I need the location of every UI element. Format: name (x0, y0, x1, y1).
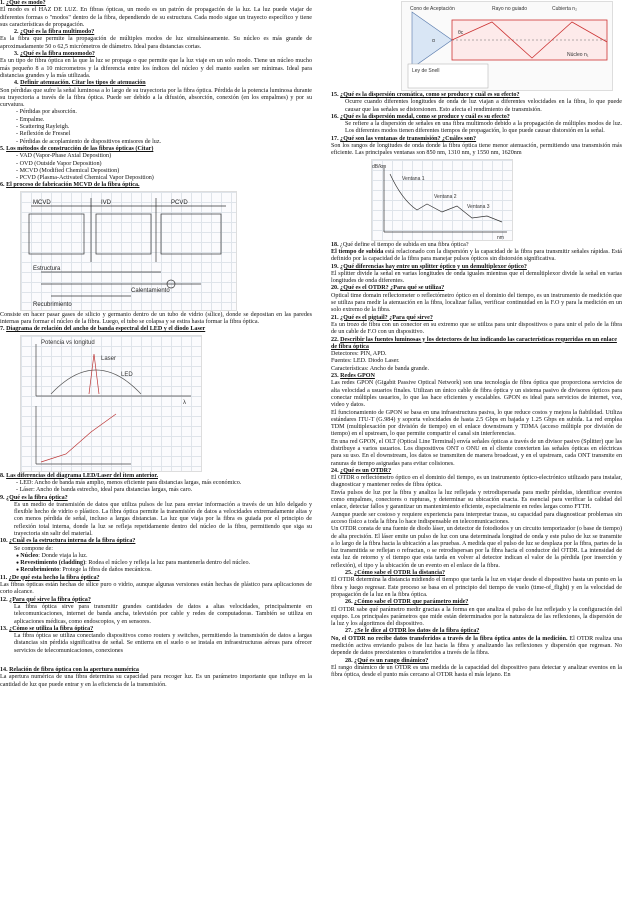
sketch-label: Laser (101, 355, 117, 362)
sketch-label: LED (121, 371, 133, 378)
q25 (331, 570, 622, 577)
q23-paragraph: En una red GPON, el OLT (Optical Line Terminal) envía señales ópticas a través de un divisor pasivo (Splitter) que las distribuye a varios usuarios. Los dispositivos ONT o ONU en el cliente convierten las señales ópticas en eléctricas para su uso. En el downstream, los datos se transmiten de manera broadcast, y en el upstream, cada ONT transmite en ranuras de tiempo asignadas para evitar colisiones. (331, 438, 622, 467)
figure-label: θc (458, 30, 464, 36)
q15-title: ¿Qué es la dispersión cromática, como se produce y cuál es su efecto? (340, 92, 520, 98)
q24-paragraph: Aunque puede ser costoso y requiere experiencia para interpretar trazas, su capacidad para diagnosticar problemas sin acceso físico a toda la fibra lo hace indispensable en telecomunicaciones. (331, 511, 622, 525)
q27-body (331, 636, 622, 658)
q13-title: ¿Cómo se utiliza la fibra óptica? (9, 625, 94, 632)
q25-title: ¿Cómo sabe el OTDR la distancia? (354, 570, 446, 577)
q21-body: Es un trozo de fibra con un conector en su extremo que se utiliza para unir dispositivos o para unir el pelo de la fibra de un cable de F.O con un dispositivo. (331, 321, 622, 336)
q20-number: 20. (331, 285, 339, 292)
q22-title: Describir las fuentes luminosas y los detectores de luz indicando las características requeridas en un enlace de fibra óptica (331, 336, 617, 350)
q28-body: El rango dinámico de un OTDR es una medida de la capacidad del dispositivo para detectar y analizar eventos en la fibra óptica, desde el punto más cercano al OTDR hasta el más lejano. En (331, 664, 622, 679)
q1-number: 1. (0, 0, 5, 6)
q26 (331, 599, 622, 606)
q18-number: 18. (331, 241, 339, 248)
list-item: - Pérdidas por absorción. (16, 109, 312, 116)
q4-number: 4. (14, 80, 19, 87)
q21-number: 21. (331, 314, 339, 321)
q11 (0, 575, 312, 582)
q18 (331, 242, 622, 249)
q26-title: ¿Cómo sabe el OTDR que parámetro mide? (354, 599, 469, 606)
list-item: - PCVD (Plasma-Activated Chemical Vapor Deposition) (16, 175, 312, 182)
figure-label: Núcleo n₁ (567, 52, 589, 58)
q2-title: ¿Qué es la fibra multimodo? (20, 29, 95, 36)
q7-title: Diagrama de relación del ancho de banda espectral del LED y el diodo Laser (6, 326, 206, 333)
q2-number: 2. (14, 29, 19, 36)
q3-title: ¿Qué es la fibra monomodo? (20, 51, 95, 58)
figure-label: Ley de Snell (412, 68, 440, 74)
sketch-label: dB/km (372, 163, 387, 170)
q21-title: ¿Qué es el pigtail? ¿Para qué sirve? (340, 314, 433, 321)
list-item (16, 567, 312, 574)
q22-line: Fuentes: LED. Diodo Laser. (331, 358, 400, 365)
q10-term: Núcleo (20, 552, 39, 559)
q28-number: 28. (345, 657, 353, 664)
q9-body: Es un medio de transmisión de datos que utiliza pulsos de luz para enviar información a través de un hilo delgado y flexible hecho de vidrio o plástico. La fibra óptica permite la transmisión de datos a velocidades extremadamente altas y con menos pérdida de señal, incluso a largas distancias. La luz que viaja por la fibra es guiada por el principio de reflexión total interna, donde la luz se refleja repetidamente dentro del núcleo de la fibra, permitiendo que siga su trayectoria sin salir del material. (14, 501, 312, 537)
q24-paragraph: El OTDR o reflectómetro óptico en el dominio del tiempo, es un instrumento óptico-electrónico utilizado para instalar, diagnosticar y mantener redes de fibra óptica. (331, 475, 622, 489)
q25-body: El OTDR determina la distancia midiendo el tiempo que tarda la luz en viajar desde el dispositivo hasta un punto en la fibra y luego regresar. Este proceso se basa en el principio del tiempo de vuelo (time-of_flight) y en la velocidad de propagación de la luz en la fibra óptica. (331, 577, 622, 598)
left-column (0, 0, 312, 689)
list-item: - VAD (Vapor-Phase Axial Deposition) (16, 153, 312, 160)
q12-title: ¿Para qué sirve la fibra óptica? (9, 596, 91, 603)
q26-body: El OTDR sabe qué parámetro medir gracias a la forma en que analiza el pulso de luz reflejado y la configuración del equipo. Los principales parámetros que mide están determinados por la naturaleza de las reflexiones, la dispersión de la luz y los algoritmos del dispositivo. (331, 606, 622, 628)
q10-term: Recubrimiento (20, 567, 60, 574)
q22-number: 22. (331, 336, 339, 343)
sketch-label: nm (497, 234, 504, 240)
q23-paragraph: Las redes GPON (Gigabit Passive Optical Network) son una tecnología de fibra óptica que proporciona servicios de alta velocidad a usuarios finales. Utilizan un único cable de fibra óptica y un sistema pasivo de divisores ópticos para conectar múltiples usuarios, lo que las hace eficientes y escalables. GPON es ideal para servicios de internet, voz, video y datos. (331, 380, 622, 409)
sketch-label: Ventana 2 (434, 193, 457, 200)
led-laser-handwritten-image (20, 335, 202, 472)
q8-list (0, 480, 312, 495)
acceptance-cone-image (401, 1, 613, 91)
q18-body (331, 249, 622, 264)
q17 (331, 136, 622, 143)
q12-number: 12. (0, 596, 8, 603)
sketch-label: PCVD (171, 199, 188, 206)
q16-number: 16. (331, 113, 339, 120)
led-laser-sketch (21, 336, 201, 471)
list-item: - OVD (Outside Vapor Deposition) (16, 161, 312, 168)
q4-title: Definir atenuación. Citar los tipos de atenuación (20, 80, 146, 87)
q28 (331, 658, 622, 665)
q1-title: ¿Qué es modo? (6, 0, 46, 6)
q10-term: Revestimiento (cladding) (20, 560, 86, 567)
q11-title: ¿De qué esta hecho la fibra óptica? (8, 574, 100, 581)
q16-body: Se refiere a la dispersión de señales en una fibra multimodo debido a la propagación de múltiples modos de luz. Los diferentes modos tienen diferentes tiempos de propagación, lo que puede causar distorsión en la señal. (345, 121, 622, 135)
q12 (0, 597, 312, 604)
q10-list (0, 553, 312, 575)
sketch-label: IVD (101, 199, 112, 206)
q15-number: 15. (331, 92, 339, 98)
q6 (0, 182, 312, 189)
list-item: - Láser: Ancho de banda estrecho, ideal para distancias largas, más caro. (16, 487, 312, 494)
q6-number: 6. (0, 182, 5, 189)
list-item: - Reflexión de Fresnel (16, 131, 312, 138)
q25-number: 25. (345, 570, 353, 577)
q9 (0, 495, 312, 502)
sketch-label: Ventana 1 (402, 175, 425, 182)
q9-title: ¿Qué es la fibra óptica? (6, 494, 68, 501)
q22-line: Características: Ancho de banda grande. (331, 365, 429, 372)
q5-title: Los métodos de construcción de las fibras ópticas (Citar) (6, 145, 154, 152)
q10-intro: Se compone de: (14, 545, 53, 552)
sketch-label: λ (183, 399, 186, 406)
q27-lead: No, el OTDR no recibe datos transferidos a través de la fibra óptica antes de la medición. (331, 635, 568, 642)
q4 (0, 80, 312, 87)
q18-title: ¿Qué define el tiempo de subida en una fibra óptica? (340, 241, 469, 248)
sketch-label: Recubrimiento (33, 301, 72, 308)
sketch-label: Estructura (33, 265, 61, 272)
list-item: - Pérdidas de acoplamiento de dispositivos emisores de luz. (16, 139, 312, 146)
q6-body: Consiste en hacer pasar gases de silicio y germanio dentro de un tubo de vidrio (sílice), donde se depositan en las paredes internas para formar el núcleo de la fibra. Luego, el tubo se colapsa y se estira hasta formar la fibra óptica. (0, 311, 312, 326)
q20 (331, 285, 622, 292)
q19 (331, 264, 622, 271)
q10-text: : Rodea el núcleo y refleja la luz para mantenerla dentro del núcleo. (85, 560, 251, 567)
windows-sketch (372, 160, 512, 240)
q14-title: Relación de fibra óptica con la apertura numérica (9, 667, 139, 674)
q27 (331, 628, 622, 635)
q13-body: La fibra óptica se utiliza conectando dispositivos como routers y switches, permitiendo la transmisión de datos a largas distancias sin pérdida significativa de señal. Se entierra en el suelo o se instala en infraestructuras aéreas para ofrecer servicios de telecomunicaciones, conexiones (14, 633, 312, 654)
sketch-label: MCVD (33, 199, 51, 206)
q12-body: La fibra óptica sirve para transmitir grandes cantidades de datos a altas velocidades, principalmente en telecomunicaciones, internet de banda ancha, televisión por cable y redes de computadoras. También se utiliza en aplicaciones médicas, como endoscopios, y en sensores. (14, 603, 312, 625)
sketch-label: Calentamiento (131, 287, 170, 294)
q24-title: ¿Qué es un OTDR? (340, 467, 392, 474)
q15-body: Ocurre cuando diferentes longitudes de onda de luz viajan a diferentes velocidades en la fibra, lo que puede causar que las señales se distorsionen. Esto afecta el rendimiento de transmisión. (345, 99, 622, 113)
q23-title: Redes GPON (340, 373, 375, 380)
acceptance-cone-figure (402, 2, 612, 90)
q22 (331, 337, 622, 352)
q7 (0, 326, 312, 333)
q17-body: Son los rangos de longitudes de onda donde la fibra óptica tiene menor atenuación, permitiendo una transmisión más eficiente. Las principales ventanas son 850 nm, 1310 nm, y 1550 nm, 1620nm (331, 143, 622, 157)
sketch-label: Potencia vs longitud (41, 339, 95, 346)
q8-number: 8. (0, 472, 5, 479)
figure-label: Cubierta n₂ (552, 6, 578, 12)
q18-text: está relacionado con la dispersión y la capacidad de la fibra para transmitir señales rápidas. Está definido por la capacidad de la fibra para manejar pulsos ópticos sin distorsión significativa. (331, 248, 623, 263)
q9-number: 9. (0, 494, 5, 501)
q7-number: 7. (0, 326, 5, 333)
list-item: - MCVD (Modified Chemical Deposition) (16, 168, 312, 175)
list-item: - LED: Ancho de banda más amplio, menos eficiente para distancias largas, más económico. (16, 480, 312, 487)
q10-title: ¿Cuál es la estructura interna de la fibra óptica? (9, 538, 136, 545)
list-item: - Empalme. (16, 117, 312, 124)
q19-body: El splitter divide la señal en varias longitudes de onda iguales mientras que el demultiplexor divide la señal en varias longitudes de onda diferentes. (331, 270, 622, 285)
q27-text: El OTDR realiza una medición activa enviando pulsos de luz hacia la fibra y analizando las reflexiones y dispersión que regresan. No depende de datos preexistentes o transferidos a través de la fibra. (331, 635, 622, 657)
spacer (0, 655, 312, 667)
q26-number: 26. (345, 599, 353, 606)
q14-number: 14. (0, 667, 8, 674)
q6-title: El proceso de fabricación MCVD de la fibra óptica. (6, 182, 140, 189)
q28-title: ¿Qué es un rango dinámico? (354, 657, 429, 664)
q23-paragraph: El funcionamiento de GPON se basa en una infraestructura pasiva, lo que reduce costos y mejora la fiabilidad. Utiliza estándares ITU-T (G.984) y soporta velocidades de hasta 2.5 Gbps en bajada y 1.25 Gbps en subida. La red emplea TDM (multiplexación por división de tiempo) en el enlace downstream y TDMA (acceso múltiple por división de tiempo) en el upstream, lo que permite compartir el canal sin interferencias. (331, 409, 622, 438)
q11-number: 11. (0, 574, 8, 581)
q22-line: Detectores: PIN, APD. (331, 351, 387, 358)
q10 (0, 538, 312, 545)
q23-number: 23. (331, 373, 339, 380)
q21 (331, 315, 622, 322)
q18-lead: El tiempo de subida (331, 248, 384, 255)
q10-number: 10. (0, 538, 8, 545)
q8 (0, 473, 312, 480)
q11-body: Las fibras ópticas están hechas de sílice puro o vidrio, aunque algunas versiones están hechas de plástico para aplicaciones de corto alcance. (0, 582, 312, 596)
q13-number: 13. (0, 625, 8, 632)
figure-label: Rayo no guiado (492, 6, 528, 12)
sketch-label: Ventana 3 (467, 203, 490, 210)
q24-number: 24. (331, 467, 339, 474)
q4-list (0, 109, 312, 145)
q17-title: ¿Qué son las ventanas de transmisión? ¿Cuáles son? (340, 135, 477, 142)
q8-title: Las diferencias del diagrama LED/Laser del ítem anterior. (6, 472, 158, 479)
q17-number: 17. (331, 135, 339, 142)
mcvd-sketch (21, 192, 236, 310)
q27-title: ¿Se le dice al OTDR los datos de la fibra óptica? (354, 628, 480, 635)
q4-body: Son pérdidas que sufre la señal luminosa a lo largo de su trayectoria por la fibra óptica. Pérdida de la potencia luminosa durante su trayectoria a través de la fibra óptica. Puede ser debido a la difusión, absorción, conexión (en los empalmes) y por su curvatura. (0, 87, 312, 109)
q27-number: 27. (345, 628, 353, 635)
windows-handwritten-image (371, 159, 513, 241)
q14-body: La apertura numérica de una fibra determina su capacidad para recoger luz. Es un parámetro importante que influye en la cantidad de luz que puede entrar y en la eficiencia de la transmisión. (0, 674, 312, 688)
q5-list (0, 153, 312, 182)
q16-title: ¿Qué es la dispersión modal, como se produce y cuál es su efecto? (340, 113, 510, 120)
q3-body: Es un tipo de fibra óptica en la que la luz se propaga o que permite que la luz viaje en un solo modo. Tiene un núcleo mucho más pequeño 8 a 10 micrometros y la diferencia entre los índices del núcleo y del manto suelen ser mínimas. Ideal para distancias grandes y la más utilizada. (0, 58, 312, 79)
right-column (331, 0, 622, 679)
list-item: - Scattering Rayleigh. (16, 124, 312, 131)
q10-text: : Protege la fibra de daños mecánicos. (59, 567, 152, 574)
q10-text: : Donde viaja la luz. (38, 552, 88, 559)
q3-number: 3. (14, 51, 19, 58)
q24-paragraph: Envía pulsos de luz por la fibra y analiza la luz reflejada y retrodispersada para medir pérdidas, identificar eventos como empalmes, conectores o rupturas, y determinar su ubicación exacta. Es esencial para verificar la calidad del enlace, detectar fallos y garantizar un mantenimiento eficiente, especialmente en redes largas como FTTH. (331, 489, 622, 511)
q24-paragraph: Un OTDR consta de una fuente de diodo láser, un detector de fotodiodos y un circuito temporizador (o base de tiempo) de alta precisión. El láser emite un pulso de luz con una determinada longitud de onda y este pulso de luz se transmite a lo largo de la fibra hacia la ubicación a las pruebas. A medida que el pulso de luz se desplaza por la fibra, partes de la luz transmitida se reflejan o refractan, o se retrodispersan por la fibra hacia el conductor del OTDR. La intensidad de esta luz de retorno y el tiempo que esta tarda en volver al detector indican el valor de la pérdida (por inserción y reflexión), el tipo y la ubicación de un evento en el enlace de la fibra. (331, 526, 622, 569)
mcvd-handwritten-image (20, 191, 237, 311)
q2-body: Es la fibra que permite la propagación de múltiples modos de luz simultáneamente. Su núcleo es más grande de aproximadamente 50 o 62,5 micrómetros de diámetro. Ideal para distancias cortas. (0, 36, 312, 50)
q20-body: Optical time domain reflectometer o reflectómetro óptico en el dominio del tiempo, es un instrumento de medición que se utiliza para medir la atenuación en la fibra, localizar fallas, verificar continuidad en la F.O y para la medición en un solo extremo de la fibra. (331, 292, 622, 314)
q5-number: 5. (0, 145, 5, 152)
figure-label: α (432, 38, 435, 44)
q1-body: El modo es el HAZ DE LUZ. En fibras ópticas, un modo es un patrón de propagación de la luz. La luz puede viajar de diferentes formas o "modos" dentro de la fibra, dependiendo de su estructura. Cada modo sigue un trayecto específico y tiene sus características de propagación. (0, 7, 312, 28)
figure-label: Cono de Aceptación (410, 6, 455, 12)
q19-title: ¿Qué diferencias hay entre un splitter óptico y un demultiplexor óptico? (340, 263, 527, 270)
q20-title: ¿Qué es el OTDR? ¿Para qué se utiliza? (340, 285, 445, 292)
q19-number: 19. (331, 263, 339, 270)
